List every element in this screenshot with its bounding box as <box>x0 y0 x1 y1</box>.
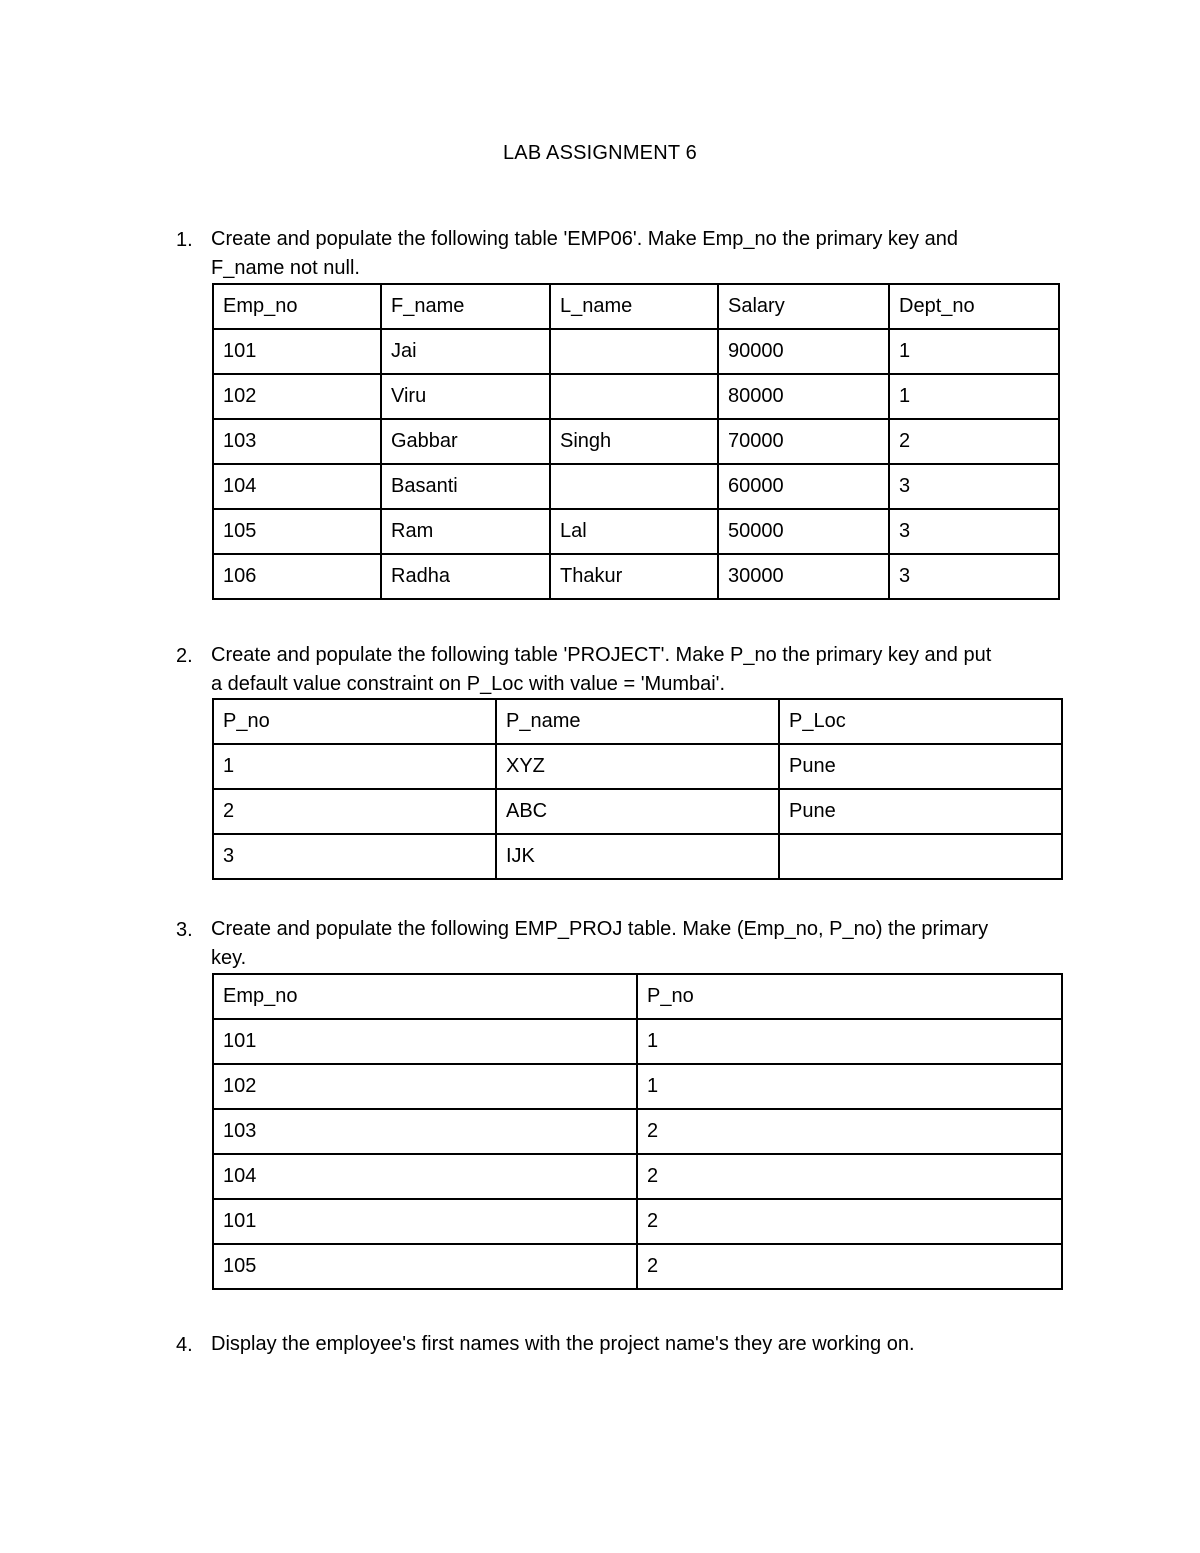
table-row <box>213 834 1062 879</box>
header-cell: P_Loc <box>779 699 1062 744</box>
table-cell: 2 <box>637 1109 1062 1154</box>
question-4-line-1: Display the employee's first names with the project name's they are working on. <box>211 1333 915 1355</box>
table-row <box>213 329 1059 374</box>
table-cell: 105 <box>213 1244 637 1289</box>
table-cell: 103 <box>213 1109 637 1154</box>
table-cell: Thakur <box>550 554 718 599</box>
table-row <box>213 1244 1062 1289</box>
table-cell: Viru <box>381 374 550 419</box>
question-3-line-1: Create and populate the following EMP_PROJ table. Make (Emp_no, P_no) the primary <box>211 918 989 940</box>
table-cell: 30000 <box>718 554 889 599</box>
table-cell: 3 <box>889 554 1059 599</box>
question-1-number: 1. <box>176 229 193 251</box>
table-cell: 50000 <box>718 509 889 554</box>
question-1-line-2: F_name not null. <box>211 257 360 279</box>
table-row <box>213 554 1059 599</box>
table-cell: Lal <box>550 509 718 554</box>
question-2-line-2: a default value constraint on P_Loc with value = 'Mumbai'. <box>211 673 726 695</box>
table-row <box>213 509 1059 554</box>
table-cell: 106 <box>213 554 381 599</box>
table-cell: 1 <box>213 744 496 789</box>
table-cell: ABC <box>496 789 779 834</box>
table-header-row <box>213 974 1062 1019</box>
header-cell: Emp_no <box>213 284 381 329</box>
question-3-line-2: key. <box>211 947 247 969</box>
table-cell: 1 <box>637 1019 1062 1064</box>
question-2-number: 2. <box>176 645 193 667</box>
table-cell: 103 <box>213 419 381 464</box>
table-row <box>213 1109 1062 1154</box>
question-3-text <box>211 915 988 973</box>
table-cell: XYZ <box>496 744 779 789</box>
question-1-text <box>211 225 958 283</box>
header-cell: P_no <box>213 699 496 744</box>
table-cell: 2 <box>637 1199 1062 1244</box>
table-row <box>213 1199 1062 1244</box>
table-cell: 101 <box>213 1019 637 1064</box>
header-cell: F_name <box>381 284 550 329</box>
header-cell: Dept_no <box>889 284 1059 329</box>
question-2-text <box>211 641 991 699</box>
question-4-text <box>211 1330 915 1359</box>
table-header-row <box>213 284 1059 329</box>
table-cell: 70000 <box>718 419 889 464</box>
header-cell: Salary <box>718 284 889 329</box>
table-cell: 102 <box>213 374 381 419</box>
emp06-table <box>212 283 1060 600</box>
table-row <box>213 744 1062 789</box>
table-row <box>213 1154 1062 1199</box>
table-cell: 102 <box>213 1064 637 1109</box>
header-cell: Emp_no <box>213 974 637 1019</box>
table-row <box>213 789 1062 834</box>
table-cell: 1 <box>889 374 1059 419</box>
table-cell: Jai <box>381 329 550 374</box>
table-cell: 104 <box>213 464 381 509</box>
table-cell: 2 <box>213 789 496 834</box>
table-cell: Ram <box>381 509 550 554</box>
project-table <box>212 698 1063 880</box>
table-row <box>213 374 1059 419</box>
table-cell: 105 <box>213 509 381 554</box>
table-header-row <box>213 699 1062 744</box>
header-cell: P_name <box>496 699 779 744</box>
table-cell: 101 <box>213 1199 637 1244</box>
document-title: LAB ASSIGNMENT 6 <box>502 142 697 164</box>
table-cell: 2 <box>637 1154 1062 1199</box>
table-cell: 1 <box>637 1064 1062 1109</box>
emp-proj-table <box>212 973 1063 1290</box>
table-cell: IJK <box>496 834 779 879</box>
table-cell: 3 <box>213 834 496 879</box>
table-cell: 2 <box>889 419 1059 464</box>
question-3-number: 3. <box>176 919 193 941</box>
table-cell: Basanti <box>381 464 550 509</box>
question-4-number: 4. <box>176 1334 193 1356</box>
table-row <box>213 464 1059 509</box>
table-row <box>213 1064 1062 1109</box>
table-cell: Gabbar <box>381 419 550 464</box>
table-cell: Radha <box>381 554 550 599</box>
header-cell: L_name <box>550 284 718 329</box>
table-cell: Pune <box>779 789 1062 834</box>
question-2-line-1: Create and populate the following table 'PROJECT'. Make P_no the primary key and put <box>211 644 992 666</box>
table-row <box>213 1019 1062 1064</box>
header-cell: P_no <box>637 974 1062 1019</box>
table-cell: 3 <box>889 464 1059 509</box>
question-1-line-1: Create and populate the following table 'EMP06'. Make Emp_no the primary key and <box>211 228 958 250</box>
table-cell <box>550 329 718 374</box>
table-cell: 104 <box>213 1154 637 1199</box>
table-cell: 80000 <box>718 374 889 419</box>
table-cell: Singh <box>550 419 718 464</box>
table-cell <box>779 834 1062 879</box>
table-row <box>213 419 1059 464</box>
table-cell: 3 <box>889 509 1059 554</box>
table-cell: Pune <box>779 744 1062 789</box>
table-cell <box>550 464 718 509</box>
table-cell: 90000 <box>718 329 889 374</box>
table-cell: 1 <box>889 329 1059 374</box>
table-cell: 60000 <box>718 464 889 509</box>
table-cell <box>550 374 718 419</box>
table-cell: 101 <box>213 329 381 374</box>
table-cell: 2 <box>637 1244 1062 1289</box>
